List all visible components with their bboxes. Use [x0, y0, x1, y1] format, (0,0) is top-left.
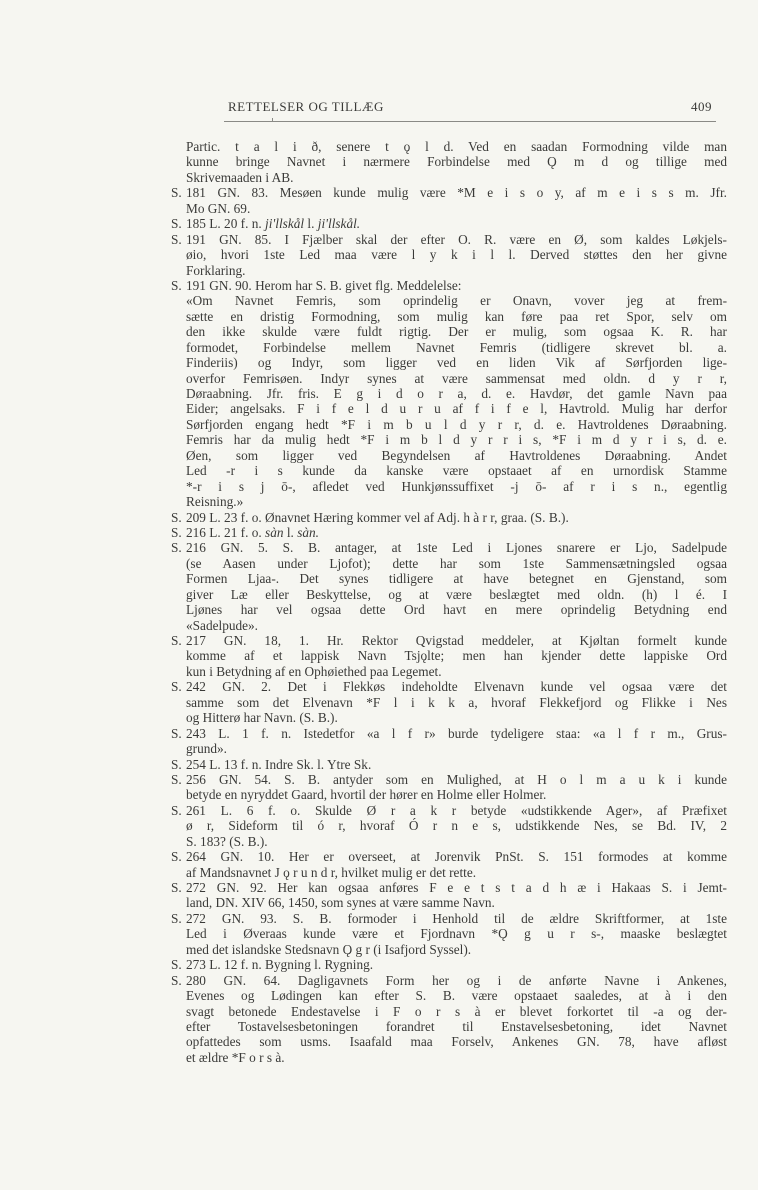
- entry-marker: S.: [171, 185, 182, 201]
- text-line: [186, 479, 727, 494]
- entry-marker: S.: [171, 725, 182, 741]
- text-line: [171, 957, 727, 973]
- line-text: den ikke skulde være fuldt rigtig. Der er mulig, som ogsaa K. R. har: [186, 324, 727, 340]
- line-text: l.: [283, 524, 298, 540]
- text-line: [186, 154, 727, 169]
- text-line: [186, 926, 727, 941]
- text-line: [171, 972, 727, 988]
- entry-marker: S.: [171, 957, 182, 973]
- line-text: Partic. t a l i ð, senere t ǫ l d. Ved en saadan Formodning vilde man: [186, 139, 727, 154]
- text-line: [186, 587, 727, 602]
- line-text: giver Læ eller Beskyttelse, og at være beslægtet med oldn. (h) l é. I: [186, 586, 727, 602]
- text-line: [186, 139, 727, 154]
- line-text: 242 GN. 2. Det i Flekkøs indeholdte Elvenavn kunde vel ogsaa være det: [186, 679, 727, 695]
- line-text: Døraabning. Jfr. fris. E g i d o r a, d. e. Havdør, det gamle Navn paa: [186, 386, 727, 401]
- line-text: Led -r i s kunde da kanske være opstaaet af en urnordisk Stamme: [186, 463, 727, 479]
- text-line: [171, 231, 727, 247]
- entry-marker: S.: [171, 231, 182, 247]
- line-text: Eider; angelsaks. F i f e l d u r u af f i f e l, Havtrold. Mulig har derfor: [186, 401, 727, 417]
- text-line: [186, 494, 727, 509]
- text-line: [186, 432, 727, 447]
- text-line: [186, 741, 727, 756]
- line-text: formodet, Forbindelse mellem Navnet Femris (tidligere skrevet bl. a.: [186, 339, 727, 355]
- entry-marker: S.: [171, 802, 182, 818]
- running-header-title: RETTELSER OG TILLÆG: [228, 99, 384, 114]
- line-text: land, DN. XIV 66, 1450, som synes at være samme Navn.: [186, 895, 495, 911]
- text-line: [171, 910, 727, 926]
- line-text: 191 GN. 85. I Fjælber skal der efter O. R. være en Ø, som kaldes Løkjels-: [186, 231, 727, 247]
- line-text: kunne bringe Navnet i nærmere Forbindelse med Ǫ m d og tillige med: [186, 154, 727, 170]
- text-line: [186, 263, 727, 278]
- text-line: [186, 710, 727, 725]
- text-line: [186, 787, 727, 802]
- text-line: [186, 324, 727, 339]
- entry-marker: S.: [171, 540, 182, 556]
- text-line: [171, 725, 727, 741]
- line-text: efter Tostavelsesbetoningen forandret til Enstavelsesbetoning, idet Navnet: [186, 1018, 727, 1034]
- text-line: [186, 571, 727, 586]
- line-text: Reisning.»: [186, 494, 244, 510]
- text-line: [171, 633, 727, 648]
- text-line: [171, 524, 727, 540]
- line-text: 191 GN. 90. Herom har S. B. givet flg. Meddelelse:: [186, 277, 462, 293]
- text-line: [186, 865, 727, 880]
- line-text: af Mandsnavnet J ǫ r u n d r, hvilket mulig er det rette.: [186, 864, 477, 880]
- text-line: [186, 818, 727, 833]
- italic-text: ji'llskål.: [317, 216, 361, 232]
- line-text: 272 GN. 93. S. B. formoder i Henhold til de ældre Skriftformer, at 1ste: [186, 910, 727, 926]
- text-line: [186, 401, 727, 416]
- line-text: 216 L. 21 f. o.: [186, 524, 266, 540]
- italic-text: sàn.: [297, 524, 319, 540]
- header-rule: [224, 121, 716, 122]
- text-line: [186, 648, 727, 663]
- page-number: 409: [691, 99, 712, 114]
- line-text: 273 L. 12 f. n. Bygning l. Rygning.: [186, 957, 374, 973]
- entry-marker: S.: [171, 910, 182, 926]
- text-line: [186, 1034, 727, 1049]
- text-line: [186, 942, 727, 957]
- line-text: l.: [304, 216, 318, 232]
- line-text: 185 L. 20 f. n.: [186, 216, 266, 232]
- text-line: [171, 771, 727, 787]
- header-rule-mark: [272, 118, 273, 122]
- text-line: [186, 1050, 727, 1065]
- text-line: [186, 247, 727, 262]
- line-text: samme som det Elvenavn *F l i k k a, hvoraf Flekkefjord og Flikke i Nes: [186, 694, 727, 710]
- line-text: Forklaring.: [186, 262, 246, 278]
- text-line: [186, 1019, 727, 1034]
- text-line: [186, 895, 727, 910]
- line-text: Led i Øveraas kunde være et Fjordnavn *Ǫ g u r s-, maaske beslægtet: [186, 926, 727, 942]
- line-text: kun i Betydning af en Ophøiethed paa Legemet.: [186, 663, 442, 679]
- line-text: sætte en dristig Formodning, som mulig kan føre paa ret Spor, selv om: [186, 308, 727, 324]
- text-line: [171, 216, 727, 232]
- text-line: [171, 849, 727, 865]
- line-text: Finderiis) og Indyr, som ligger ved en liden Vik af Sørfjorden lige-: [186, 355, 727, 371]
- line-text: (se Aasen under Ljofot); dette har som 1ste Sammensætningsled ogsaa: [186, 555, 727, 571]
- entry-marker: S.: [171, 849, 182, 865]
- entry-marker: S.: [171, 216, 182, 232]
- line-text: 256 GN. 54. S. B. antyder som en Mulighed, at H o l m a u k i kunde: [186, 771, 727, 787]
- line-text: 264 GN. 10. Her er overseet, at Jorenvik PnSt. S. 151 formodes at komme: [186, 849, 727, 865]
- line-text: 243 L. 1 f. n. Istedetfor «a l f r» burde tydeligere staa: «a l f r m., Grus-: [186, 725, 727, 741]
- line-text: grund».: [186, 741, 227, 757]
- text-line: [171, 679, 727, 695]
- entry-marker: S.: [171, 277, 182, 293]
- text-line: [171, 756, 727, 772]
- entry-marker: S.: [171, 972, 182, 988]
- text-line: [186, 417, 727, 432]
- text-line: [186, 371, 727, 386]
- line-text: 217 GN. 18, 1. Hr. Rektor Qvigstad meddeler, at Kjøltan formelt kunde: [186, 633, 727, 648]
- line-text: Mo GN. 69.: [186, 200, 251, 216]
- line-text: Femris har da mulig hedt *F i m b l d y r r i s, *F i m d y r i s, d. e.: [186, 432, 727, 448]
- line-text: Skrivemaaden i AB.: [186, 169, 294, 185]
- line-text: Ljønes har vel ogsaa dette Ord havt en mere oprindelig Betydning end: [186, 602, 727, 618]
- entry-marker: S.: [171, 633, 182, 648]
- italic-text: sàn: [265, 524, 284, 540]
- text-line: [186, 355, 727, 370]
- text-line: [171, 277, 727, 293]
- page-body-text: [171, 139, 727, 1065]
- line-text: betyde en nyryddet Gaard, hvortil der hører en Holme eller Holmer.: [186, 787, 547, 803]
- line-text: Formen Ljaa-. Det synes tidligere at have betegnet en Gjenstand, som: [186, 571, 727, 587]
- text-line: [186, 695, 727, 710]
- line-text: 254 L. 13 f. n. Indre Sk. l. Ytre Sk.: [186, 756, 372, 772]
- line-text: ø r, Sideform til ó r, hvoraf Ó r n e s, udstikkende Nes, se Bd. IV, 2: [186, 818, 727, 834]
- line-text: overfor Femrisøen. Indyr synes at være sammensat med oldn. d y r r,: [186, 370, 727, 386]
- line-text: opfattedes som usms. Isaafald maa Forselv, Ankenes GN. 78, have afløst: [186, 1034, 727, 1050]
- text-line: [186, 618, 727, 633]
- line-text: Øen, som ligger ved Begyndelsen af Havtroldenes Døraabning. Andet: [186, 447, 727, 463]
- text-line: [186, 463, 727, 478]
- italic-text: ji'llskål: [265, 216, 305, 232]
- text-line: [171, 802, 727, 818]
- text-line: [186, 664, 727, 679]
- text-line: [186, 293, 727, 308]
- line-text: 216 GN. 5. S. B. antager, at 1ste Led i Ljones snarere er Ljo, Sadelpude: [186, 540, 727, 556]
- text-line: [186, 602, 727, 617]
- line-text: *-r i s j ō-, afledet ved Hunkjønssuffixet -j ō- af r i s n., egentlig: [186, 478, 727, 494]
- text-line: [186, 556, 727, 571]
- line-text: «Sadelpude».: [186, 617, 259, 633]
- text-line: [186, 386, 727, 401]
- text-line: [186, 309, 727, 324]
- entry-marker: S.: [171, 880, 182, 895]
- line-text: og Hitterø har Navn. (S. B.).: [186, 710, 338, 726]
- entry-marker: S.: [171, 524, 182, 540]
- text-line: [186, 170, 727, 185]
- line-text: 272 GN. 92. Her kan ogsaa anføres F e e t s t a d h æ i Hakaas S. i Jemt-: [186, 880, 727, 895]
- line-text: øio, hvori 1ste Led maa være l y k i l l. Derved støttes den her givne: [186, 247, 727, 263]
- entry-marker: S.: [171, 679, 182, 695]
- entry-marker: S.: [171, 756, 182, 772]
- text-line: [171, 185, 727, 201]
- entry-marker: S.: [171, 771, 182, 787]
- text-line: [171, 540, 727, 556]
- line-text: komme af et lappisk Navn Tsjǫlte; men han kjender dette lappiske Ord: [186, 648, 727, 664]
- line-text: 209 L. 23 f. o. Ønavnet Hæring kommer vel af Adj. h à r r, graa. (S. B.).: [186, 509, 569, 525]
- line-text: med det islandske Stedsnavn Ǫ g r (i Isafjord Syssel).: [186, 941, 472, 957]
- text-line: [186, 340, 727, 355]
- running-header: [226, 99, 716, 119]
- entry-marker: S.: [171, 509, 182, 525]
- text-line: [171, 880, 727, 895]
- text-line: [171, 509, 727, 525]
- line-text: S. 183? (S. B.).: [186, 833, 268, 849]
- text-line: [186, 201, 727, 216]
- line-text: «Om Navnet Femris, som oprindelig er Onavn, vover jeg at frem-: [186, 293, 727, 309]
- line-text: 280 GN. 64. Dagligavnets Form her og i de anførte Navne i Ankenes,: [186, 972, 727, 988]
- line-text: Sørfjorden engang hedt *F i m b u l d y r r, d. e. Havtroldenes Døraabning.: [186, 416, 727, 432]
- text-line: [186, 988, 727, 1003]
- text-line: [186, 1004, 727, 1019]
- text-line: [186, 448, 727, 463]
- line-text: 261 L. 6 f. o. Skulde Ø r a k r betyde «udstikkende Ager», af Præfixet: [186, 802, 727, 818]
- line-text: svagt betonede Endestavelse i F o r s à er blevet forkortet til -a og der-: [186, 1003, 727, 1019]
- line-text: et ældre *F o r s à.: [186, 1049, 285, 1065]
- line-text: Evenes og Lødingen kan efter S. B. være opstaaet saaledes, at à i den: [186, 988, 727, 1004]
- line-text: 181 GN. 83. Mesøen kunde mulig være *M e i s o y, af m e i s s m. Jfr.: [186, 185, 727, 201]
- text-line: [186, 834, 727, 849]
